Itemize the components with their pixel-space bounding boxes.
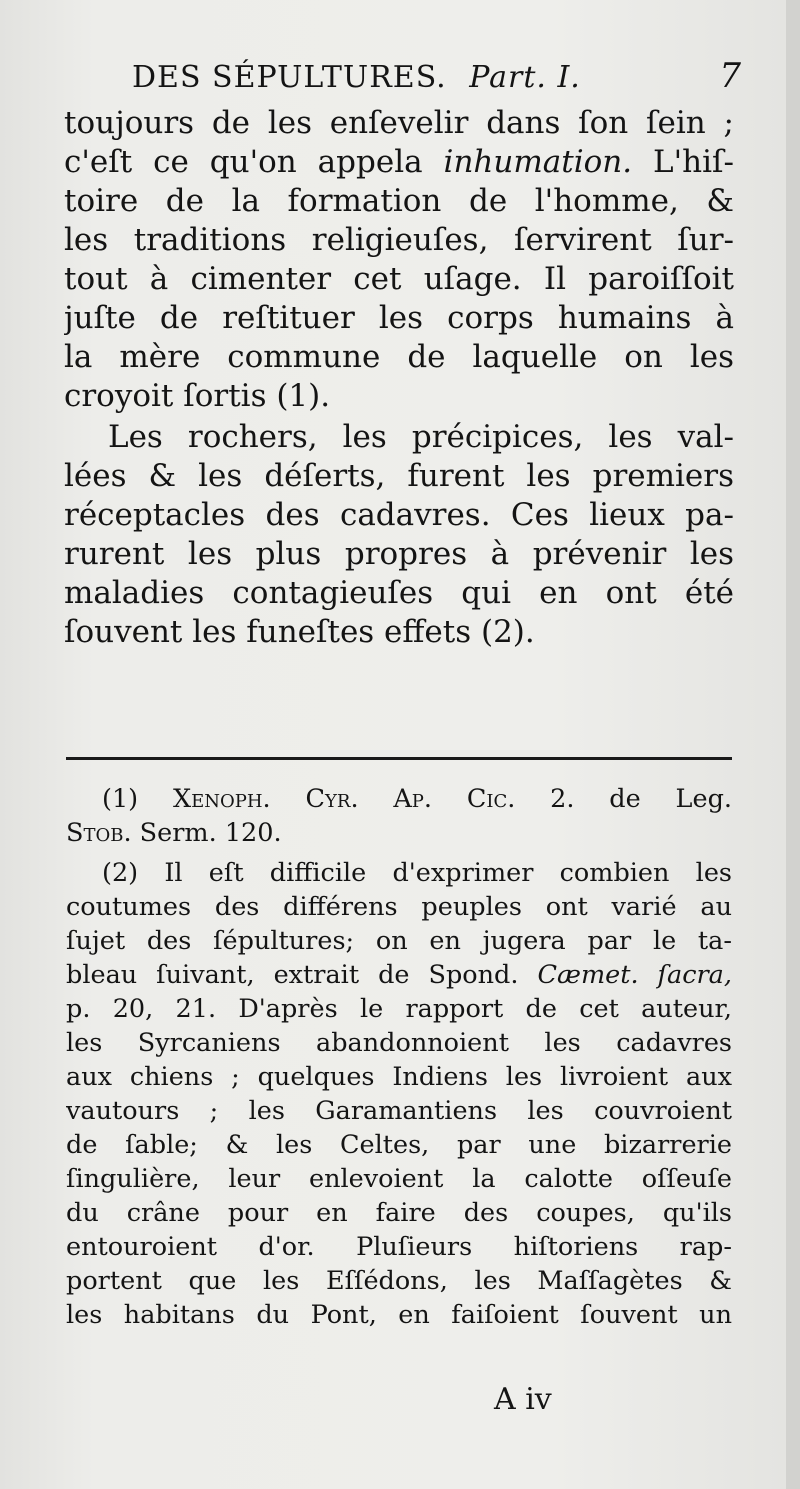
italic-title: Cæmet. ſacra, [537,960,732,990]
text-line: maladies contagieuſes qui en ont été [64,575,734,611]
text-line: les habitans du Pont, en faiſoient ſouvent un [66,1300,732,1330]
text-segment: L'hiſ- [632,144,734,180]
text-line: ſujet des ſépultures; on en jugera par le ta- [66,926,732,956]
text-segment: c'eſt ce qu'on appela [64,144,444,180]
text-line: rurent les plus propres à prévenir les [64,536,734,572]
text-line: entouroient d'or. Pluſieurs hiſtoriens rap- [66,1232,732,1262]
page-number: 7 [719,56,742,96]
text-line: juſte de reſtituer les corps humains à [64,300,734,336]
text-line: réceptacles des cadavres. Ces lieux pa- [64,497,734,533]
running-head [132,56,742,100]
text-segment: Il eſt difficile d'exprimer combien les [138,858,732,888]
text-line: ſouvent les funeſtes effets (2). [64,614,535,650]
text-line: croyoit ſortis (1). [64,378,331,414]
citation-small-caps: Xenoph. Cyr. Ap. Cic. [172,784,516,814]
text-line [66,782,732,816]
paragraph-1 [64,104,734,416]
text-line: toujours de les enſevelir dans ſon ſein ; [64,105,734,141]
text-line: la mère commune de laquelle on les [64,339,734,375]
footnote-divider [66,757,732,760]
text-line: lées & les déſerts, furent les premiers [64,458,734,494]
text-line [66,816,732,850]
text-line: p. 20, 21. D'après le rapport de cet auteur, [66,994,732,1024]
text-line [66,958,732,992]
footnote-1 [66,782,732,850]
text-line [66,856,732,890]
text-line: Les rochers, les précipices, les val- [108,419,734,455]
text-segment: 2. de Leg. [515,784,732,814]
text-line: toire de la formation de l'homme, & [64,183,734,219]
signature-mark: A iv [494,1382,552,1417]
paragraph-2 [64,418,734,652]
running-head-part: Part. I. [469,60,581,95]
text-line: portent que les Eſſédons, les Maſſagètes & [66,1266,732,1296]
text-segment: bleau ſuivant, extrait de Spond. [66,960,538,990]
footnote-marker: (2) [102,858,139,888]
text-line: les traditions religieuſes, ſervirent ſur- [64,222,734,258]
text-line: vautours ; les Garamantiens les couvroient [66,1096,732,1126]
text-segment: Serm. 120. [131,818,282,848]
text-line: les Syrcaniens abandonnoient les cadavres [66,1028,732,1058]
text-line: aux chiens ; quelques Indiens les livroient aux [66,1062,732,1092]
text-line: coutumes des différens peuples ont varié au [66,892,732,922]
citation-small-caps: Stob. [66,818,132,848]
footnote-marker: (1) [102,784,139,814]
text-line [64,143,734,182]
running-head-title: DES SÉPULTURES. [132,60,447,95]
footnote-2 [66,856,732,1332]
text-line: tout à cimenter cet uſage. Il paroiſſoit [64,261,734,297]
italic-term: inhumation. [443,144,633,180]
main-text [64,104,734,652]
running-head-title-group [132,60,581,95]
text-line: ſingulière, leur enlevoient la calotte oſſeuſe [66,1164,732,1194]
text-line: de ſable; & les Celtes, par une bizarrerie [66,1130,732,1160]
text-line: du crâne pour en faire des coupes, qu'ils [66,1198,732,1228]
footnotes [66,782,732,1332]
